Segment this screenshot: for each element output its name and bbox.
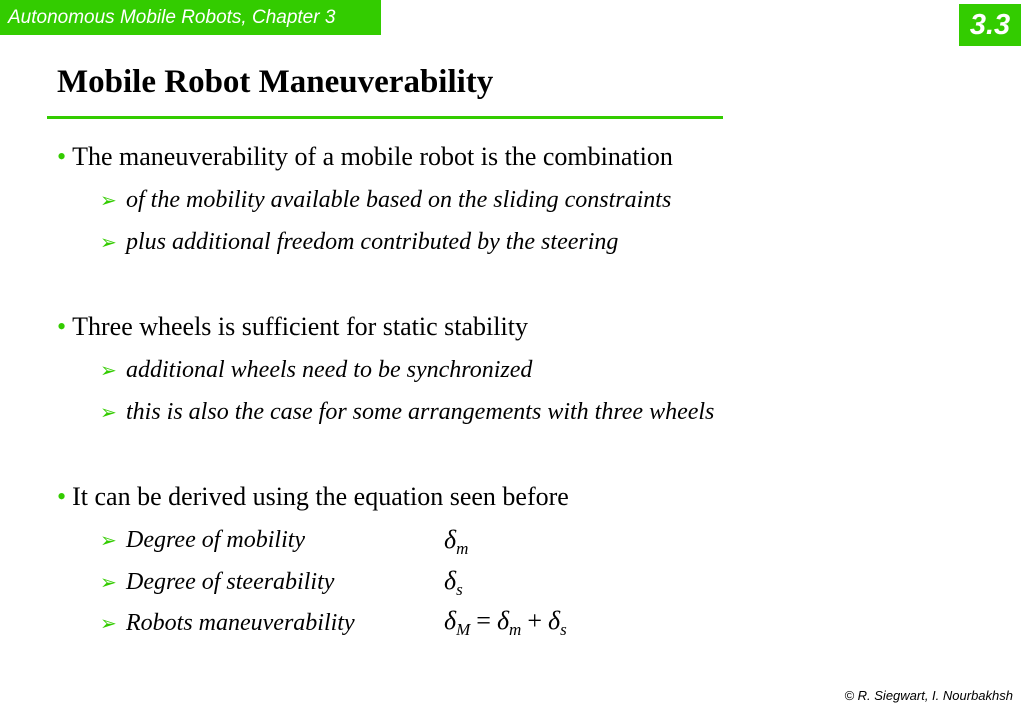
arrowhead-icon: ➢ (100, 232, 117, 254)
sub-bullet-3-2 (100, 569, 334, 596)
sub-bullet-text: Robots maneuverability (126, 610, 355, 636)
bullet-text: The maneuverability of a mobile robot is the combination (72, 142, 673, 171)
sub-bullet-text: plus additional freedom contributed by the steering (126, 229, 619, 255)
bullet-dot-icon: • (57, 312, 67, 341)
bullet-item-1 (57, 142, 673, 172)
sub-bullet-1-2 (100, 229, 618, 256)
arrowhead-icon: ➢ (100, 360, 117, 382)
delta-symbol: δ (547, 606, 561, 635)
bullet-item-2 (57, 312, 528, 342)
subscript: M (456, 620, 471, 640)
plus-sign: + (527, 606, 542, 635)
arrowhead-icon: ➢ (100, 190, 117, 212)
sub-bullet-1-1 (100, 187, 671, 214)
title-divider (47, 116, 723, 119)
subscript: m (456, 539, 469, 559)
subscript: m (509, 620, 522, 640)
delta-symbol: δ (496, 606, 510, 635)
sub-bullet-text: of the mobility available based on the sliding constraints (126, 187, 672, 213)
sub-bullet-text: this is also the case for some arrangements with three wheels (126, 399, 715, 425)
sub-bullet-3-1 (100, 527, 305, 554)
delta-symbol: δ (444, 566, 457, 595)
sub-bullet-2-2 (100, 399, 714, 426)
subscript: s (456, 580, 463, 600)
bullet-text: Three wheels is sufficient for static stability (72, 312, 528, 341)
slide-title: Mobile Robot Maneuverability (57, 64, 494, 100)
sub-bullet-text: Degree of mobility (126, 527, 306, 553)
bullet-item-3 (57, 482, 569, 512)
equation-degree-of-mobility (444, 525, 468, 559)
arrowhead-icon: ➢ (100, 530, 117, 552)
bullet-text: It can be derived using the equation seen before (72, 482, 569, 511)
bullet-dot-icon: • (57, 482, 67, 511)
delta-symbol: δ (444, 606, 457, 635)
arrowhead-icon: ➢ (100, 402, 117, 424)
arrowhead-icon: ➢ (100, 572, 117, 594)
section-number-badge: 3.3 (959, 4, 1021, 46)
sub-bullet-2-1 (100, 357, 532, 384)
equation-maneuverability (444, 606, 567, 640)
arrowhead-icon: ➢ (100, 613, 117, 635)
copyright-footer: © R. Siegwart, I. Nourbakhsh (844, 688, 1013, 703)
sub-bullet-3-3 (100, 610, 355, 637)
equation-degree-of-steerability (444, 566, 463, 600)
course-chapter-label: Autonomous Mobile Robots, Chapter 3 (0, 0, 381, 35)
equals-sign: = (476, 606, 491, 635)
sub-bullet-text: Degree of steerability (126, 569, 335, 595)
delta-symbol: δ (444, 525, 457, 554)
sub-bullet-text: additional wheels need to be synchronized (126, 357, 533, 383)
bullet-dot-icon: • (57, 142, 67, 171)
subscript: s (560, 620, 567, 640)
